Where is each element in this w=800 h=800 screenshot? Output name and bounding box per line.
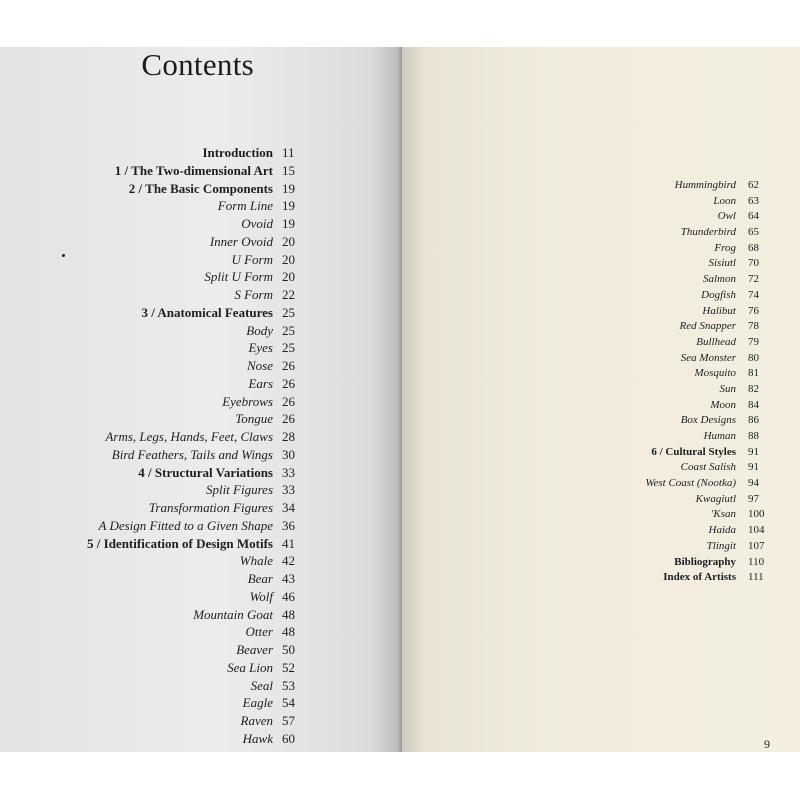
toc-entry bbox=[645, 226, 772, 242]
toc-entry bbox=[645, 446, 772, 462]
toc-entry-title: Thunderbird bbox=[680, 226, 736, 239]
toc-entry bbox=[645, 305, 772, 321]
toc-entry bbox=[87, 607, 306, 625]
toc-entry-title: Tongue bbox=[235, 411, 273, 427]
toc-entry bbox=[87, 198, 306, 216]
toc-entry bbox=[87, 536, 306, 554]
toc-page-number: 84 bbox=[748, 398, 759, 411]
toc-entry bbox=[87, 589, 306, 607]
toc-page-number: 50 bbox=[282, 642, 295, 657]
toc-section-title: 1 / The Two-dimensional Art bbox=[114, 162, 273, 178]
toc-entry-title: Haida bbox=[708, 524, 736, 537]
toc-page-number: 88 bbox=[748, 430, 759, 442]
toc-page-number: 76 bbox=[748, 304, 759, 317]
toc-entry bbox=[645, 399, 772, 415]
toc-entry-title: Bear bbox=[247, 571, 273, 586]
toc-page-number: 20 bbox=[282, 233, 295, 249]
toc-entry-title: Salmon bbox=[703, 273, 736, 286]
toc-entry-title: Hawk bbox=[242, 730, 273, 746]
toc-entry bbox=[87, 252, 306, 270]
toc-entry bbox=[645, 461, 772, 477]
toc-entry-title: Dogfish bbox=[701, 288, 736, 301]
toc-entry bbox=[645, 540, 772, 556]
toc-entry bbox=[645, 430, 772, 446]
toc-entry bbox=[87, 482, 306, 500]
toc-entry-title: Transformation Figures bbox=[148, 500, 273, 515]
toc-page-number: 74 bbox=[748, 288, 759, 301]
toc-entry-title: Kwagiutl bbox=[695, 492, 736, 505]
toc-entry bbox=[87, 518, 306, 536]
toc-entry-title: Nose bbox=[247, 358, 273, 373]
toc-page-number: 26 bbox=[282, 411, 295, 427]
toc-entry bbox=[645, 571, 772, 587]
toc-entry-title: Body bbox=[246, 322, 273, 338]
toc-entry bbox=[87, 678, 306, 696]
toc-entry bbox=[645, 414, 772, 430]
toc-entry-title: Wolf bbox=[249, 588, 273, 604]
toc-entry bbox=[87, 731, 306, 749]
toc-page-number: 36 bbox=[282, 517, 295, 533]
toc-entry bbox=[645, 508, 772, 524]
toc-entry bbox=[87, 145, 306, 163]
toc-page-number: 25 bbox=[282, 322, 295, 338]
toc-section-title: 6 / Cultural Styles bbox=[651, 445, 736, 458]
toc-section-title: 5 / Identification of Design Motifs bbox=[87, 535, 273, 551]
toc-entry bbox=[645, 195, 772, 211]
toc-page-number: 104 bbox=[748, 524, 765, 537]
toc-entry bbox=[645, 493, 772, 509]
toc-entry bbox=[645, 210, 772, 226]
toc-page-number: 48 bbox=[282, 606, 295, 622]
ink-speck bbox=[62, 254, 65, 257]
toc-page-number: 57 bbox=[282, 713, 295, 728]
toc-entry-title: Ears bbox=[248, 375, 273, 391]
toc-entry-title: Box Designs bbox=[680, 414, 736, 427]
toc-entry-title: Seal bbox=[250, 677, 273, 693]
toc-entry-title: S Form bbox=[234, 287, 273, 302]
toc-entry-title: Sun bbox=[719, 382, 736, 395]
toc-page-number: 91 bbox=[748, 445, 759, 458]
toc-entry-title: Eyebrows bbox=[222, 393, 273, 409]
toc-entry bbox=[87, 269, 306, 287]
toc-page-number: 20 bbox=[282, 269, 295, 285]
toc-entry bbox=[645, 242, 772, 258]
toc-entry-title: Split U Form bbox=[204, 269, 273, 285]
toc-entry-title: Eagle bbox=[242, 695, 273, 711]
toc-entry-title: Whale bbox=[239, 553, 273, 569]
toc-entry-title: Human bbox=[703, 430, 736, 442]
toc-entry-title: A Design Fitted to a Given Shape bbox=[98, 517, 273, 533]
toc-entry bbox=[645, 336, 772, 352]
toc-entry bbox=[87, 429, 306, 447]
toc-entry-title: 'Ksan bbox=[711, 508, 736, 521]
toc-entry bbox=[87, 642, 306, 660]
toc-entry-title: West Coast (Nootka) bbox=[645, 477, 736, 490]
toc-entry-title: Sisiutl bbox=[708, 257, 736, 270]
toc-page-number: 86 bbox=[748, 414, 759, 427]
toc-page-number: 19 bbox=[282, 216, 295, 231]
toc-page-number: 100 bbox=[748, 508, 765, 521]
toc-page-number: 11 bbox=[282, 145, 295, 160]
toc-page-number: 78 bbox=[748, 320, 759, 333]
toc-entry-title: Loon bbox=[713, 194, 736, 207]
toc-entry bbox=[645, 367, 772, 383]
toc-page-number: 110 bbox=[748, 555, 765, 568]
toc-entry bbox=[87, 553, 306, 571]
toc-page-number: 107 bbox=[748, 539, 765, 552]
toc-list-left bbox=[87, 145, 306, 749]
toc-entry bbox=[87, 340, 306, 358]
toc-page-number: 72 bbox=[748, 273, 759, 286]
toc-page-number: 80 bbox=[748, 351, 759, 364]
toc-page-number: 19 bbox=[282, 198, 295, 214]
toc-page-number: 41 bbox=[282, 535, 295, 551]
toc-entry bbox=[87, 500, 306, 518]
toc-entry bbox=[87, 163, 306, 181]
toc-page-number: 42 bbox=[282, 553, 295, 569]
toc-entry bbox=[87, 323, 306, 341]
toc-page-number: 52 bbox=[282, 659, 295, 675]
toc-entry-title: Mosquito bbox=[694, 367, 736, 380]
toc-section-title: 3 / Anatomical Features bbox=[141, 304, 273, 320]
toc-entry-title: Tlingit bbox=[706, 539, 736, 552]
toc-list-right bbox=[645, 179, 772, 587]
toc-entry bbox=[645, 179, 772, 195]
toc-page-number: 22 bbox=[282, 287, 295, 302]
toc-page-number: 81 bbox=[748, 367, 759, 380]
toc-page-number: 48 bbox=[282, 624, 295, 640]
toc-entry bbox=[645, 556, 772, 572]
toc-entry bbox=[645, 289, 772, 305]
toc-entry-title: Red Snapper bbox=[679, 320, 736, 333]
contents-heading: Contents bbox=[141, 47, 254, 82]
toc-page-number: 25 bbox=[282, 304, 295, 320]
toc-entry bbox=[87, 234, 306, 252]
toc-entry-title: Owl bbox=[717, 210, 736, 223]
toc-entry-title: Ovoid bbox=[241, 216, 273, 231]
toc-entry-title: Split Figures bbox=[205, 482, 273, 498]
toc-page-number: 25 bbox=[282, 340, 295, 356]
toc-entry-title: Arms, Legs, Hands, Feet, Claws bbox=[105, 429, 273, 444]
toc-page-number: 26 bbox=[282, 375, 295, 391]
toc-page-number: 19 bbox=[282, 180, 295, 196]
toc-entry bbox=[645, 352, 772, 368]
toc-page-number: 15 bbox=[282, 162, 295, 178]
toc-page-number: 111 bbox=[748, 571, 764, 584]
book-spread bbox=[0, 47, 800, 752]
toc-entry bbox=[645, 477, 772, 493]
toc-entry bbox=[87, 571, 306, 589]
toc-page-number: 70 bbox=[748, 257, 759, 270]
toc-entry-title: Otter bbox=[245, 624, 273, 640]
toc-page-number: 64 bbox=[748, 210, 759, 223]
toc-entry-title: Beaver bbox=[236, 642, 273, 657]
toc-page-number: 26 bbox=[282, 393, 295, 409]
toc-entry bbox=[87, 411, 306, 429]
left-page bbox=[0, 47, 402, 752]
toc-entry bbox=[645, 273, 772, 289]
toc-section-title: Bibliography bbox=[674, 555, 736, 568]
toc-entry bbox=[87, 376, 306, 394]
toc-page-number: 20 bbox=[282, 251, 295, 267]
toc-page-number: 33 bbox=[282, 464, 295, 480]
toc-entry bbox=[87, 695, 306, 713]
toc-entry bbox=[87, 305, 306, 323]
toc-entry-title: Mountain Goat bbox=[193, 606, 273, 622]
toc-page-number: 43 bbox=[282, 571, 295, 586]
toc-page-number: 65 bbox=[748, 226, 759, 239]
toc-page-number: 28 bbox=[282, 429, 295, 444]
toc-entry bbox=[87, 447, 306, 465]
toc-entry bbox=[87, 660, 306, 678]
toc-page-number: 33 bbox=[282, 482, 295, 498]
toc-entry-title: Moon bbox=[710, 398, 736, 411]
toc-entry bbox=[87, 624, 306, 642]
toc-page-number: 53 bbox=[282, 677, 295, 693]
toc-page-number: 97 bbox=[748, 492, 759, 505]
toc-entry bbox=[87, 713, 306, 731]
toc-entry bbox=[87, 216, 306, 234]
toc-page-number: 82 bbox=[748, 382, 759, 395]
toc-section-title: 4 / Structural Variations bbox=[138, 464, 273, 480]
toc-page-number: 54 bbox=[282, 695, 295, 711]
toc-entry bbox=[87, 465, 306, 483]
toc-entry bbox=[87, 287, 306, 305]
toc-page-number: 26 bbox=[282, 358, 295, 373]
toc-entry bbox=[87, 394, 306, 412]
toc-section-title: 2 / The Basic Components bbox=[128, 180, 273, 196]
toc-entry-title: Bird Feathers, Tails and Wings bbox=[111, 446, 273, 462]
right-page bbox=[402, 47, 800, 752]
page-number: 9 bbox=[764, 737, 770, 751]
toc-entry bbox=[87, 181, 306, 199]
toc-page-number: 34 bbox=[282, 500, 295, 515]
toc-entry-title: Sea Monster bbox=[680, 351, 736, 364]
toc-entry-title: Halibut bbox=[702, 304, 736, 317]
toc-entry bbox=[645, 524, 772, 540]
toc-page-number: 62 bbox=[748, 179, 759, 191]
toc-entry bbox=[645, 383, 772, 399]
toc-page-number: 79 bbox=[748, 335, 759, 348]
toc-page-number: 63 bbox=[748, 194, 759, 207]
toc-page-number: 68 bbox=[748, 241, 759, 254]
toc-entry-title: U Form bbox=[231, 251, 273, 267]
toc-entry bbox=[87, 358, 306, 376]
toc-page-number: 30 bbox=[282, 446, 295, 462]
toc-entry-title: Sea Lion bbox=[227, 659, 273, 675]
toc-entry-title: Coast Salish bbox=[680, 461, 736, 474]
toc-entry bbox=[645, 320, 772, 336]
toc-entry-title: Eyes bbox=[248, 340, 273, 356]
toc-entry-title: Form Line bbox=[217, 198, 273, 214]
toc-entry-title: Raven bbox=[240, 713, 273, 728]
toc-section-title: Index of Artists bbox=[663, 571, 736, 584]
toc-entry-title: Hummingbird bbox=[674, 179, 736, 191]
toc-entry bbox=[645, 257, 772, 273]
toc-entry-title: Bullhead bbox=[696, 335, 736, 348]
toc-page-number: 46 bbox=[282, 588, 295, 604]
toc-page-number: 94 bbox=[748, 477, 759, 490]
toc-page-number: 91 bbox=[748, 461, 759, 474]
toc-entry-title: Frog bbox=[714, 241, 736, 254]
toc-entry-title: Inner Ovoid bbox=[209, 233, 273, 249]
toc-page-number: 60 bbox=[282, 730, 295, 746]
toc-section-title: Introduction bbox=[202, 145, 273, 160]
